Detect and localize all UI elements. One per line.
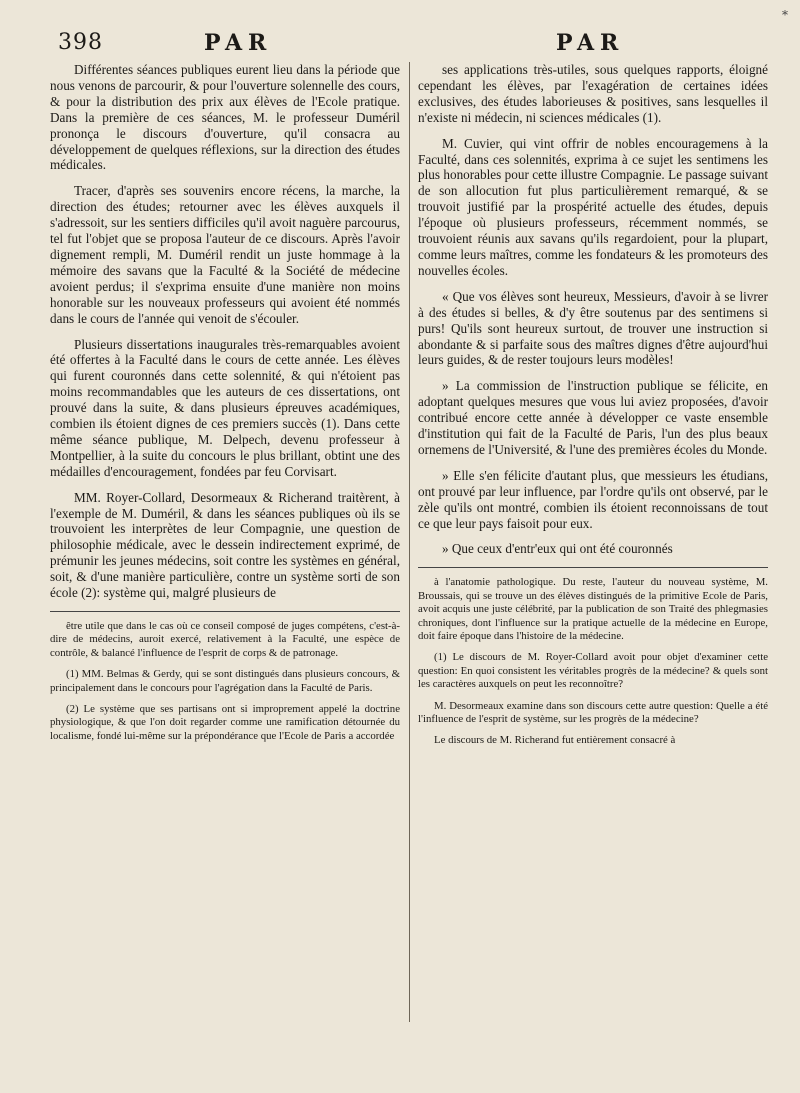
- right-paragraph-5: » Elle s'en félicite d'autant plus, que messieurs les étudians, ont prouvé par leur influence, par l'ordre qu'ils ont observé, par le zèle qu'ils ont montré, combien ils étoient reconnoissans de tout ce que leur pays faisoit pour eux.: [418, 467, 768, 531]
- left-paragraph-4: MM. Royer-Collard, Desormeaux & Richerand traitèrent, à l'exemple de M. Duméril, & dans les séances publiques où ils se trouvoient les interprètes de leur Compagnie, une question de philosophie médicale, avec le dessein indirectement exprimé, de prémunir les jeunes médecins, soit contre les systèmes en général, soit, & d'une manière particulière, contre un système sorti de son école (2): système qui, malgré plusieurs de: [50, 489, 400, 601]
- left-paragraph-2: Tracer, d'après ses souvenirs encore récens, la marche, la direction des études; retourner avec les élèves auxquels il s'adressoit, sur les sentiers difficiles qu'il avoit naguère parcourus, tel fut l'objet que se proposa l'auteur de ce discours. Après l'avoir dignement rempli, M. Duméril rendit un juste hommage à la mémoire des savans que la Faculté & la Société de médecine avoient perdus; il s'exprima ensuite d'une manière non moins honorable sur les nouveaux professeurs qui avoient été nommés dans le cours de l'année qui venoit de s'écouler.: [50, 183, 400, 326]
- running-head-right: PAR: [556, 30, 625, 56]
- right-paragraph-4: » La commission de l'instruction publique se félicite, en adoptant quelques mesures que vous lui aviez proposées, d'avoir contribué encore cette année à développer ce vaste ensemble d'institution qui fait de la Faculté de Paris, l'un des plus beaux ornemens de l'Université, & l'une des premières écoles du Monde.: [418, 378, 768, 457]
- right-column: [418, 62, 768, 756]
- column-divider: [409, 62, 410, 1022]
- page-number: 398: [58, 30, 103, 55]
- left-footnote-rule: [50, 611, 400, 612]
- right-footnote-rule: [418, 567, 768, 568]
- left-column: [50, 62, 400, 751]
- running-head-left: PAR: [204, 30, 273, 56]
- right-footnote-continued: à l'anatomie pathologique. Du reste, l'auteur du nouveau système, M. Broussais, qui se trouve un des élèves distingués de la primitive Ecole de Paris, avoit acquis une juste célébrité, par la publication de son Traité des phlegmasies chroniques, dont l'influence sur la pratique actuelle de la médecine en Europe, doit faire époque dans l'histoire de la médecine.: [418, 576, 768, 642]
- left-footnote-1: (1) MM. Belmas & Gerdy, qui se sont distingués dans plusieurs concours, & principalement dans le concours pour l'agrégation dans la Faculté de Paris.: [50, 668, 400, 694]
- left-footnote-2: (2) Le système que ses partisans ont si improprement appelé la doctrine physiologique, & que l'on doit regarder comme une ramification détournée du localisme, fondé lui-même sur la prépondérance que l'Ecole de Paris a accordée: [50, 703, 400, 742]
- left-paragraph-1: Différentes séances publiques eurent lieu dans la période que nous venons de parcourir, & pour l'ouverture solennelle des cours, & pour la distribution des prix aux élèves de l'Ecole pratique. Dans la première de ces séances, M. le professeur Duméril prononça le discours d'ouverture, qu'il consacra au développement de quelques réflexions, sur la direction des études médicales.: [50, 62, 400, 173]
- right-paragraph-3: « Que vos élèves sont heureux, Messieurs, d'avoir à se livrer à des études si belles, & d'y être soutenus par des sentimens si purs! Qu'ils sont heureux surtout, de trouver une instruction si abondante & si parfaite sous des maîtres dignes d'être aujourd'hui leurs guides, & de rester toujours leurs modèles!: [418, 288, 768, 368]
- left-paragraph-3: Plusieurs dissertations inaugurales très-remarquables avoient été offertes à la Faculté dans le cours de cette année. Les élèves qui furent couronnés dans cette solennité, & qui n'étoient pas moins recommandables que les auteurs de ces dissertations, ont prouvé dans la suite, & dans plusieurs épreuves académiques, combien ils étoient dignes de ces premiers succès (1). Dans cette même séance publique, M. Delpech, devenu professeur à Montpellier, à la suite du concours le plus brillant, obtint une des médailles d'encouragement, fondées par feu Corvisart.: [50, 336, 400, 479]
- right-paragraph-2: M. Cuvier, qui vint offrir de nobles encouragemens à la Faculté, dans ces solennités, exprima à ce sujet les sentimens les plus honorables pour cette illustre Compagnie. Le passage suivant de son allocution fut plus particulièrement remarqué, & se trouvoit justifié par la prospérité actuelle des études, depuis l'époque où plusieurs professeurs, récemment nommés, se trouvoient réunis aux savans qu'ils regardoient, pour la plupart, comme leurs maîtres, comme les fondateurs & les promoteurs des nouvelles écoles.: [418, 135, 768, 278]
- left-footnote-continued: être utile que dans le cas où ce conseil composé de juges compétens, c'est-à-dire de médecins, auroit exercé, relativement à la Faculté, une espèce de contrôle, & balancé l'influence de l'esprit de corps & de patronage.: [50, 620, 400, 659]
- right-footnote-2: M. Desormeaux examine dans son discours cette autre question: Quelle a été l'influence de l'esprit de système, sur les progrès de la médecine?: [418, 699, 768, 726]
- right-footnote-3: Le discours de M. Richerand fut entièrement consacré à: [434, 734, 676, 747]
- right-footnote-1: (1) Le discours de M. Royer-Collard avoit pour objet d'examiner cette question: En quoi consistent les véritables progrès de la médecine? & quels sont les caractères auxquels on peut les reconnoître?: [418, 651, 768, 691]
- right-paragraph-1: ses applications très-utiles, sous quelques rapports, éloigné cependant les élèves, par l'exagération de certaines idées exclusives, des études laborieuses & positives, sans lesquelles il n'existe ni médecin, ni sciences médicales (1).: [418, 62, 768, 125]
- right-paragraph-6: » Que ceux d'entr'eux qui ont été couronnés: [442, 541, 673, 557]
- corner-mark: *: [782, 8, 788, 22]
